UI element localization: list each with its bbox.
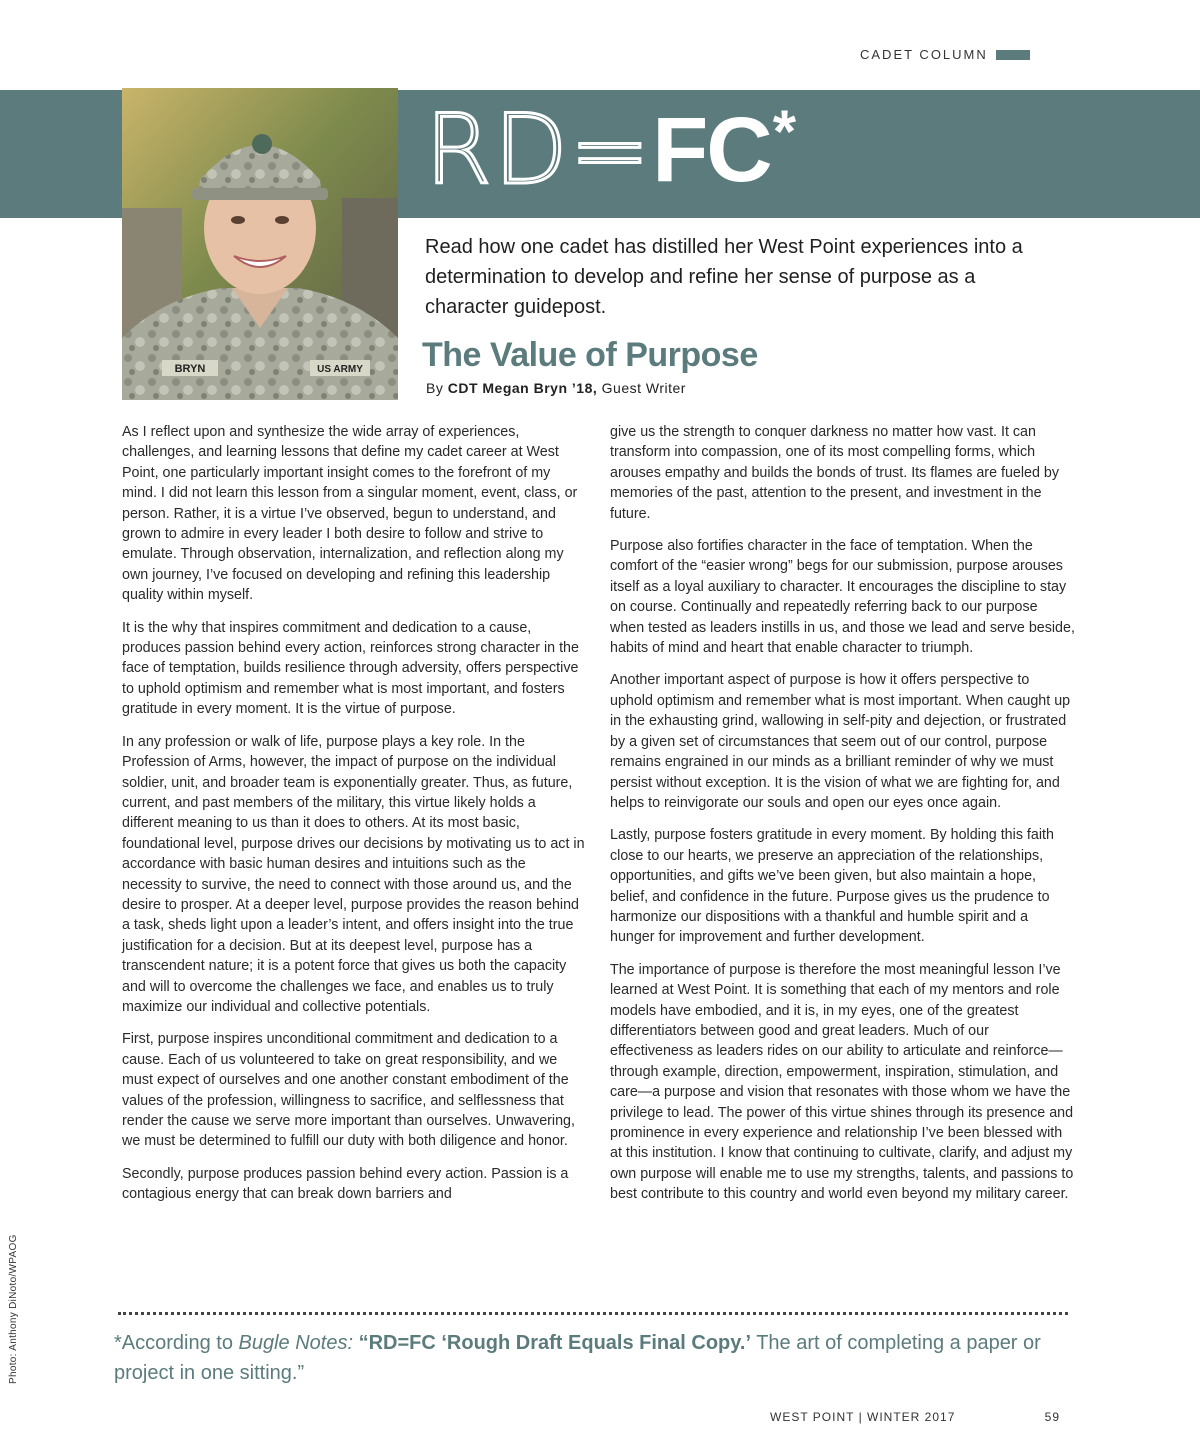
page-folio <box>770 1410 1060 1424</box>
publication-info: WEST POINT | WINTER 2017 <box>770 1410 956 1424</box>
headline <box>425 94 797 212</box>
article-title: The Value of Purpose <box>422 336 758 374</box>
name-tape: BRYN <box>174 363 206 375</box>
cadet-portrait-image <box>122 88 398 400</box>
byline-prefix: By <box>426 380 448 396</box>
footnote <box>114 1328 1074 1388</box>
body-paragraph: Purpose also fortifies character in the face of temptation. When the comfort of the “easier wrong” begs for our submission, purpose arouses itself as a loyal auxiliary to character. It encourages the discipline to stay on course. Continually and repeatedly referring back to our purpose when tested as leaders instills in us, and those we lead and serve beside, habits of mind and heart that enable character to triumph. <box>610 538 1075 657</box>
cadet-photo <box>122 88 398 400</box>
footnote-divider <box>118 1312 1068 1315</box>
body-paragraph: Lastly, purpose fosters gratitude in every moment. By holding this faith close to our hearts, we preserve an appreciation of the relationships, opportunities, and gifts we’ve been given, but also maintain a hope, belief, and confidence in the future. Purpose gives us the prudence to harmonize our dispositions with a thankful and humble spirit and a hunger for improvement and further development. <box>610 827 1054 946</box>
byline-role: Guest Writer <box>597 380 686 396</box>
body-paragraph: Another important aspect of purpose is how it offers perspective to uphold optimism and remember what is most important. When caught up in the exhausting grind, wallowing in self-pity and dejection, or frustrated by a given set of circumstances that seem out of our control, purpose remains engrained in our minds as a brilliant reminder of why we must persist without exception. It is the vision of what we are fighting for, and helps to reinvigorate our souls and open our eyes once again. <box>610 672 1071 811</box>
footnote-source: Bugle Notes: <box>238 1332 354 1354</box>
byline <box>426 380 686 396</box>
body-column-left <box>122 422 587 1217</box>
section-label-text: CADET COLUMN <box>860 47 988 62</box>
article-dek: Read how one cadet has distilled her West Point experiences into a determination to develop and refine her sense of purpose as a character guidepost. <box>425 236 1023 318</box>
headline-rd: RD= <box>425 94 653 206</box>
body-paragraph: give us the strength to conquer darkness no matter how vast. It can transform into compassion, one of its most compelling forms, which arouses empathy and builds the bonds of trust. Its flames are fueled by memories of the past, attention to the present, and investment in the future. <box>610 424 1060 522</box>
headline-asterisk: * <box>772 98 797 165</box>
body-paragraph: As I reflect upon and synthesize the wide array of experiences, challenges, and learning lessons that define my cadet career at West Point, one particularly important insight comes to the forefront of my mind. I did not learn this lesson from a singular moment, event, class, or person. Rather, it is a virtue I’ve observed, begun to understand, and grown to admire in every leader I both desire to follow and strive to emulate. Through observation, internalization, and reflection along my own journey, I’ve focused on developing and refining this leadership quality within myself. <box>122 424 578 604</box>
body-column-right <box>610 422 1075 1217</box>
footnote-prefix: *According to <box>114 1332 239 1354</box>
body-paragraph: It is the why that inspires commitment and dedication to a cause, produces passion behind every action, reinforces strong character in the face of temptation, builds resilience through adversity, offers perspective to uphold optimism and remember what is most important, and fosters gratitude in every moment. It is the virtue of purpose. <box>122 619 579 718</box>
section-label <box>860 47 1040 62</box>
footnote-explanation: The art of completing a paper or project in one sitting.” <box>114 1332 1041 1384</box>
body-paragraph: The importance of purpose is therefore the most meaningful lesson I’ve learned at West Point. It is something that each of my mentors and role models have embodied, and it is, in my eyes, one of the greatest differentiators between good and great leaders. Much of our effectiveness as leaders rides on our ability to articulate and reinforce—through example, direction, empowerment, inspiration, stimulation, and care—a purpose and vision that resonates with those whom we have the privilege to lead. The power of this virtue shines through its presence and prominence in every experience and relationship I’ve been blessed with at this institution. I know that continuing to cultivate, clarify, and adjust my own purpose will enable me to use my strengths, talents, and passions to best contribute to this country and world even beyond my military career. <box>610 961 1074 1203</box>
body-paragraph: First, purpose inspires unconditional commitment and dedication to a cause. Each of us volunteered to take on great responsibility, and we must expect of ourselves and one another constant embodiment of the values of the profession, willingness to sacrifice, and selflessness that render the cause we serve more important than ourselves. Unwavering, we must be determined to fulfill our duty with both diligence and honor. <box>122 1031 575 1150</box>
body-paragraph: Secondly, purpose produces passion behind every action. Passion is a contagious energy that can break down barriers and <box>122 1165 569 1203</box>
service-tape: US ARMY <box>317 364 363 375</box>
section-label-bar <box>996 50 1030 60</box>
footnote-definition: “RD=FC ‘Rough Draft Equals Final Copy.’ <box>353 1332 752 1354</box>
photo-credit: Photo: Anthony DiNoto/WPAOG <box>8 1234 19 1384</box>
byline-author: CDT Megan Bryn ’18, <box>447 380 598 396</box>
page-number: 59 <box>1044 1410 1060 1424</box>
headline-fc: FC <box>652 99 771 201</box>
body-paragraph: In any profession or walk of life, purpose plays a key role. In the Profession of Arms, however, the impact of purpose on the individual soldier, unit, and broader team is exponentially greater. Thus, as future, current, and past members of the military, this virtue likely holds a different meaning to us than it does to others. At its most basic, foundational level, purpose drives our decisions by motivating us to act in accordance with basic human desires and intuitions such as the necessity to survive, the need to connect with those around us, and the desire to prosper. At a deeper level, purpose provides the reason behind a task, sheds light upon a leader’s intent, and offers insight into the true justification for a decision. But at its deepest level, purpose has a transcendent nature; it is a potent force that gives us both the capacity and will to overcome the challenges we face, and enables us to truly maximize our individual and collective potentials. <box>122 733 585 1015</box>
